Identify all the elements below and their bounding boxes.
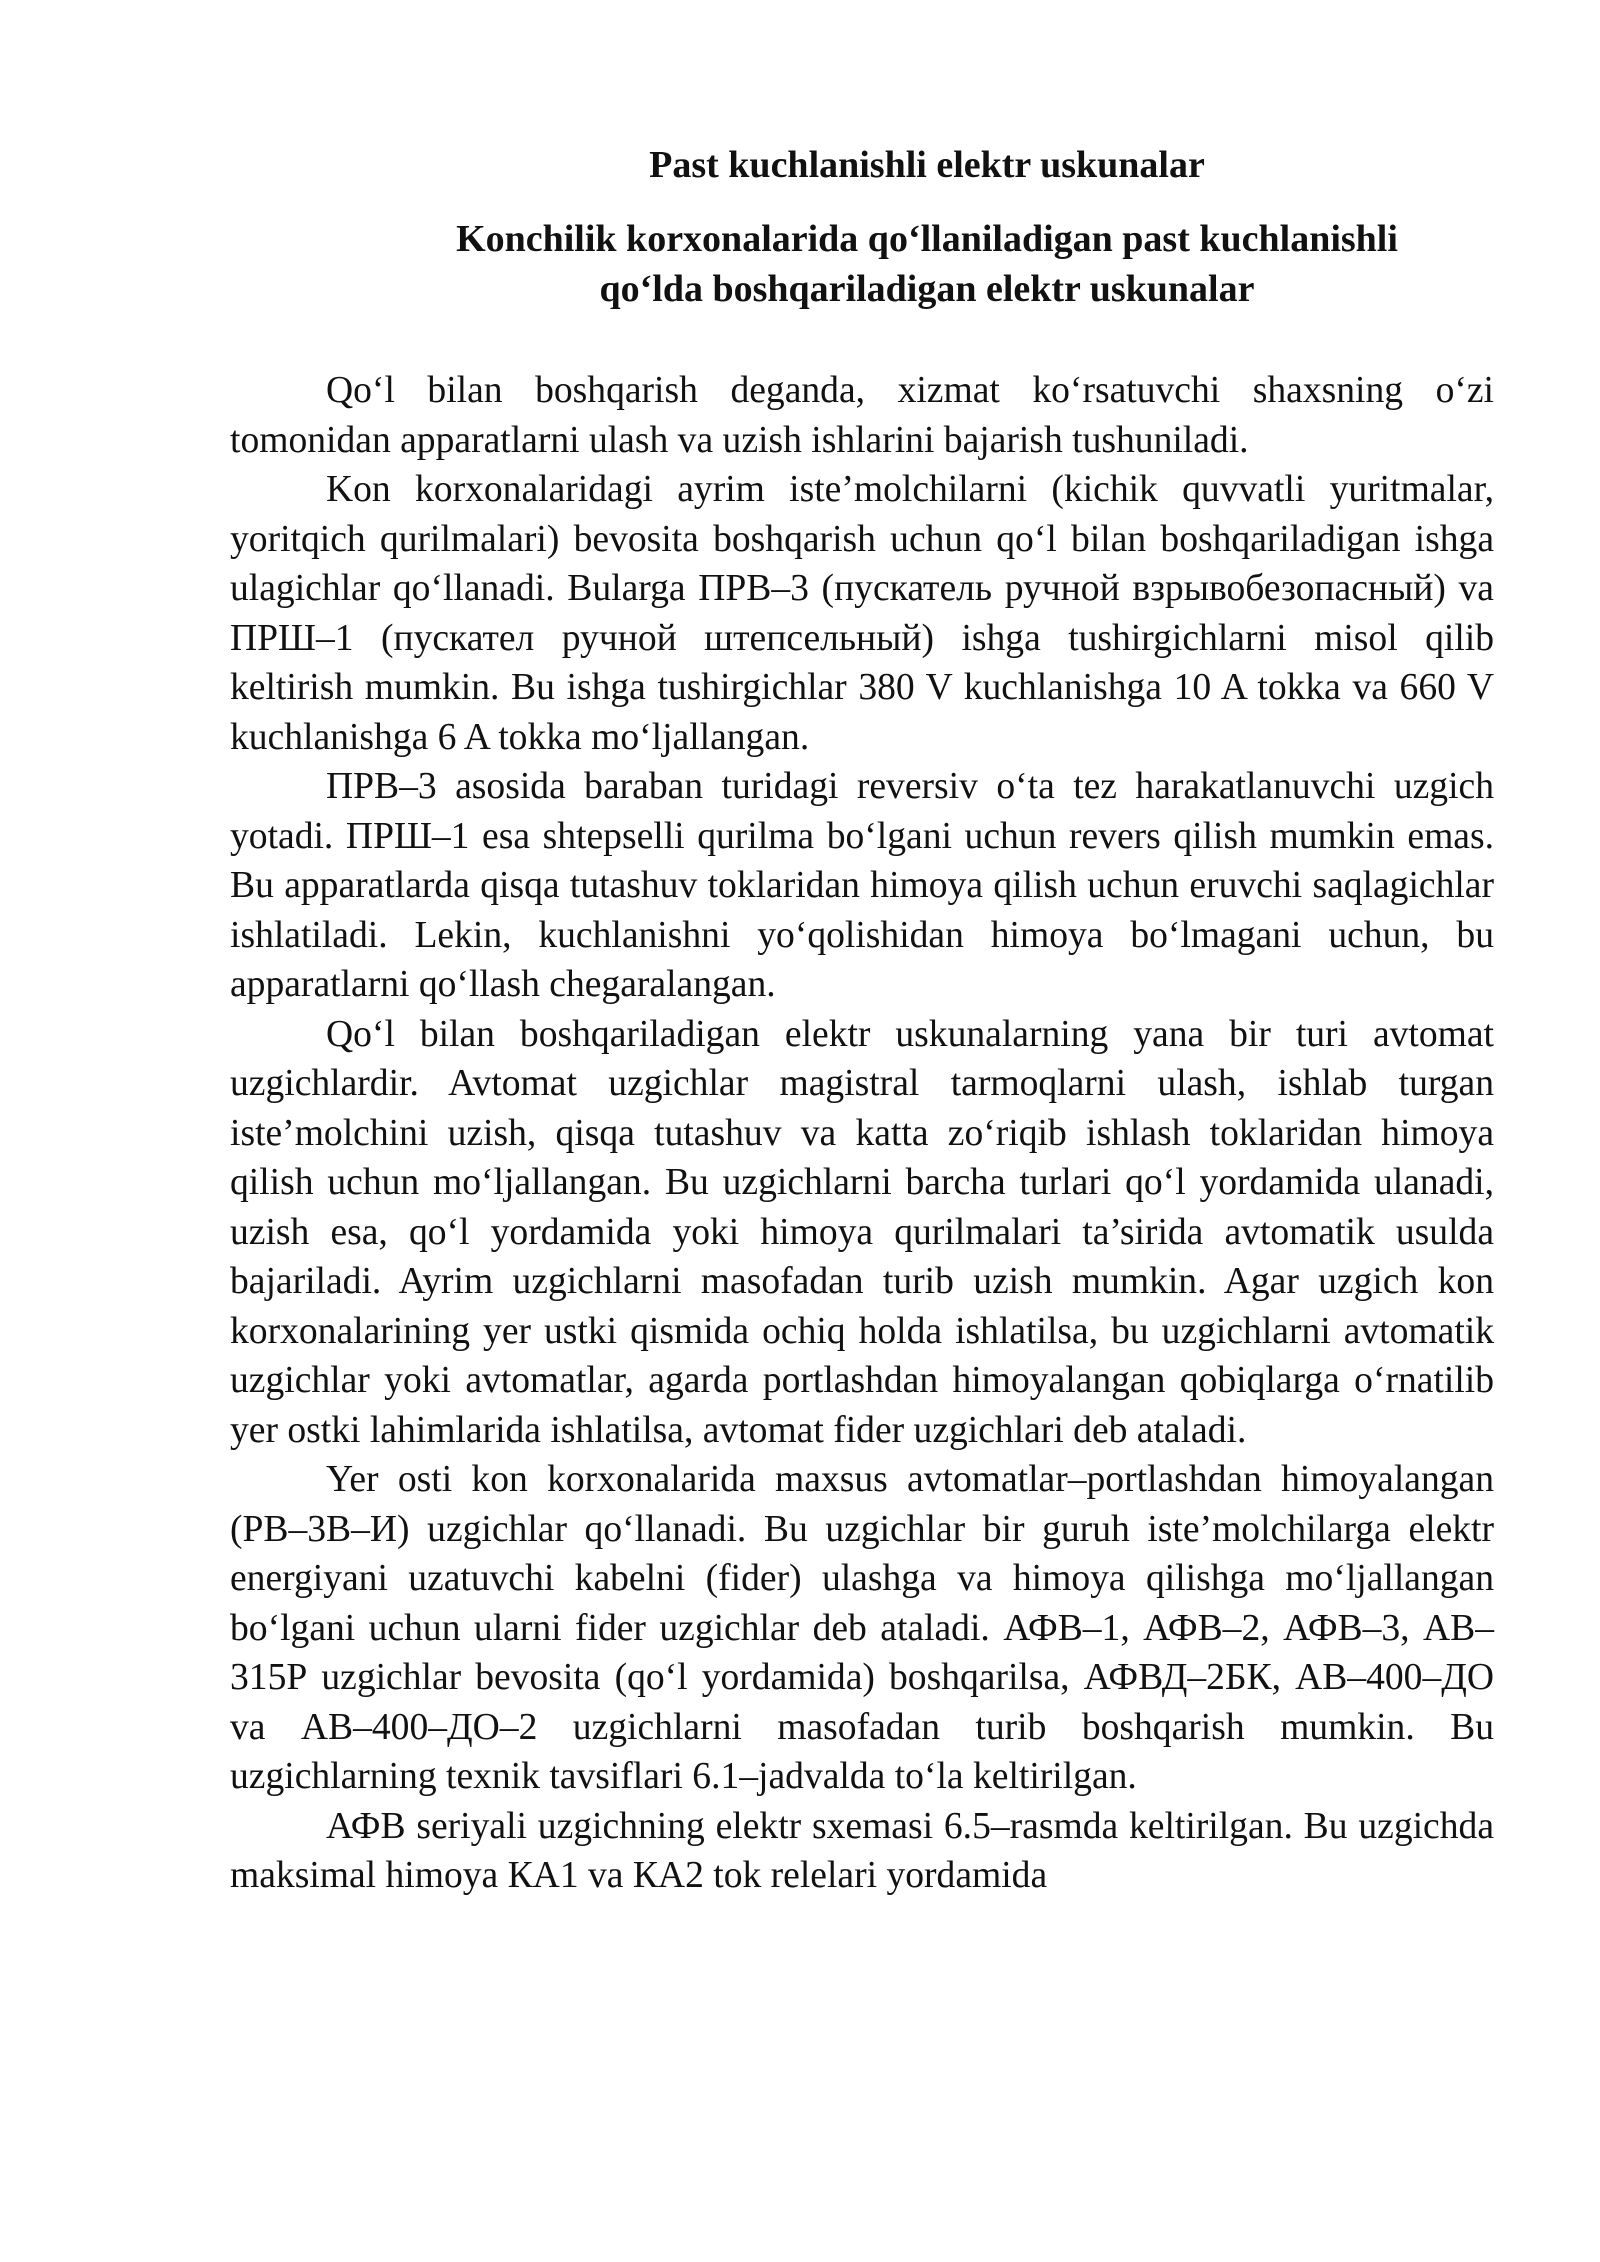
section-subtitle	[230, 214, 1494, 314]
paragraph-1: Qo‘l bilan boshqarish deganda, xizmat ko‘rsatuvchi shaxsning o‘zi tomonidan apparatlarni ulash va uzish ishlarini bajarish tushuniladi.	[230, 370, 1494, 461]
document-title: Past kuchlanishli elektr uskunalar	[649, 144, 1205, 186]
paragraph-2: Kon korxonalaridagi ayrim iste’molchilarni (kichik quvvatli yuritmalar, yoritqich qurilmalari) bevosita boshqarish uchun qo‘l bilan boshqariladigan ishga ulagichlar qo‘llanadi. Bularga ПРВ–3 (пускатель ручной взрывобезопасный) va ПРШ–1 (пускател ручной штепсельный) ishga tushirgichlarni misol qilib keltirish mumkin. Bu ishga tushirgichlar 380 V kuchlanishga 10 A tokka va 660 V kuchlanishga 6 A tokka mo‘ljallangan.	[230, 469, 1494, 758]
paragraph-6: АФВ seriyali uzgichning elektr sxemasi 6.5–rasmda keltirilgan. Bu uzgichda maksimal himoya КА1 va КА2 tok relelari yordamida	[230, 1805, 1494, 1896]
document-page	[230, 140, 1494, 1901]
body-text	[230, 366, 1494, 1901]
paragraph-3: ПРВ–3 asosida baraban turidagi reversiv o‘ta tez harakatlanuvchi uzgich yotadi. ПРШ–1 esa shtepselli qurilma bo‘lgani uchun revers qilish mumkin emas. Bu apparatlarda qisqa tutashuv toklaridan himoya qilish uchun eruvchi saqlagichlar ishlatiladi. Lekin, kuchlanishni yo‘qolishidan himoya bo‘lmagani uchun, bu apparatlarni qo‘llash chegaralangan.	[230, 766, 1494, 1005]
paragraph-4: Qo‘l bilan boshqariladigan elektr uskunalarning yana bir turi avtomat uzgichlardir. Avtomat uzgichlar magistral tarmoqlarni ulash, ishlab turgan iste’molchini uzish, qisqa tutashuv va katta zo‘riqib ishlash toklaridan himoya qilish uchun mo‘ljallangan. Bu uzgichlarni barcha turlari qo‘l yordamida ulanadi, uzish esa, qo‘l yordamida yoki himoya qurilmalari ta’sirida avtomatik usulda bajariladi. Ayrim uzgichlarni masofadan turib uzish mumkin. Agar uzgich kon korxonalarining yer ustki qismida ochiq holda ishlatilsa, bu uzgichlarni avtomatik uzgichlar yoki avtomatlar, agarda portlashdan himoyalangan qobiqlarga o‘rnatilib yer ostki lahimlarida ishlatilsa, avtomat fider uzgichlari deb ataladi.	[230, 1013, 1494, 1451]
subtitle-line-1: Konchilik korxonalarida qo‘llaniladigan past kuchlanishli	[456, 218, 1398, 260]
paragraph-5: Yer osti kon korxonalarida maxsus avtomatlar–portlashdan himoyalangan (РВ–3В–И) uzgichlar qo‘llanadi. Bu uzgichlar bir guruh iste’molchilarga elektr energiyani uzatuvchi kabelni (fider) ulashga va himoya qilishga mo‘ljallangan bo‘lgani uchun ularni fider uzgichlar deb ataladi. АФВ–1, АФВ–2, АФВ–3, АВ–315Р uzgichlar bevosita (qo‘l yordamida) boshqarilsa, АФВД–2БК, АВ–400–ДО va АВ–400–ДО–2 uzgichlarni masofadan turib boshqarish mumkin. Bu uzgichlarning texnik tavsiflari 6.1–jadvalda to‘la keltirilgan.	[230, 1459, 1494, 1797]
subtitle-line-2: qo‘lda boshqariladigan elektr uskunalar	[599, 268, 1255, 310]
